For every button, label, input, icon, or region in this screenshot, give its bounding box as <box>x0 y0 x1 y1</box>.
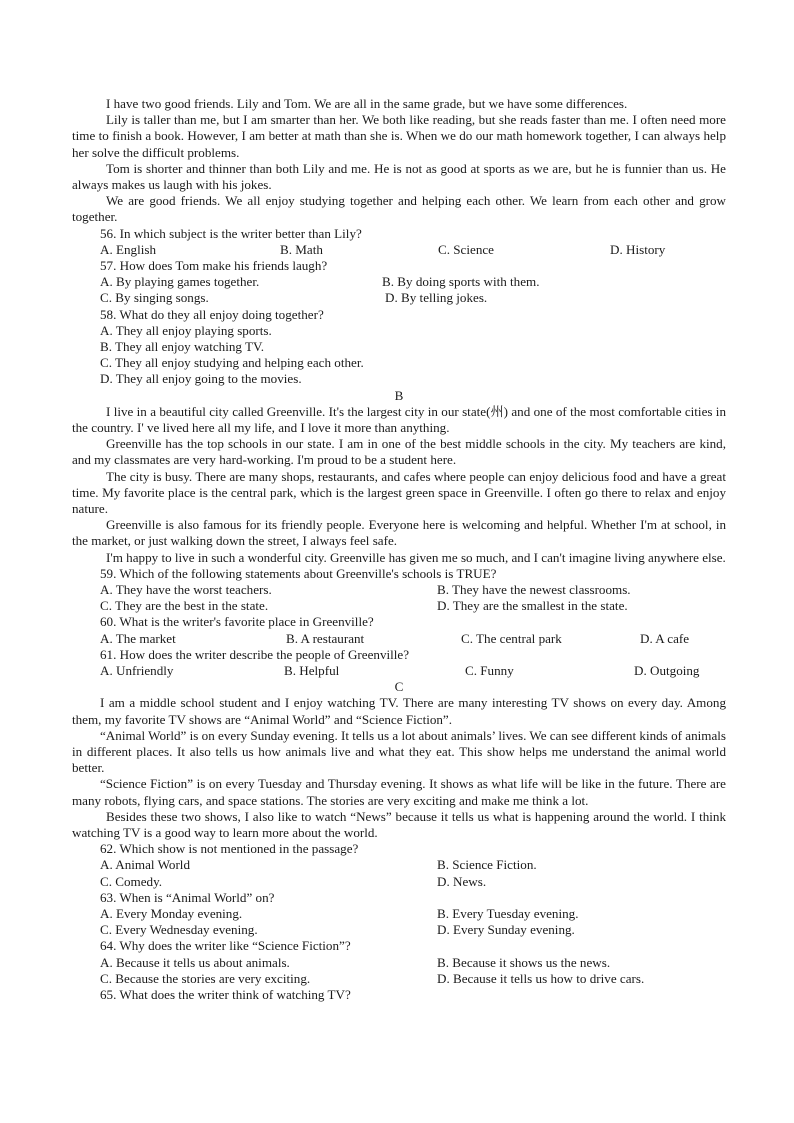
passage-a-paragraph: Tom is shorter and thinner than both Lily and me. He is not as good at sports as we are, but he is funnier than us. He always makes us laugh with his jokes. <box>72 160 726 193</box>
question-58: 58. What do they all enjoy doing together? <box>100 306 324 322</box>
option-a: A. They have the worst teachers. <box>100 582 272 598</box>
exam-page <box>72 96 726 1003</box>
question-56: 56. In which subject is the writer better than Lily? <box>100 225 362 241</box>
option-a: A. By playing games together. <box>100 274 260 290</box>
option-b: B. They have the newest classrooms. <box>437 582 631 598</box>
option-d: D. Outgoing <box>634 663 700 679</box>
question-59: 59. Which of the following statements about Greenville's schools is TRUE? <box>100 565 497 581</box>
option-d: D. By telling jokes. <box>385 290 488 306</box>
passage-b-paragraph: The city is busy. There are many shops, restaurants, and cafes where people can enjoy delicious food and have a great time. My favorite place is the central park, which is the largest green space in Greenville. I often go there to relax and enjoy nature. <box>72 468 726 517</box>
passage-b-paragraph: Greenville is also famous for its friendly people. Everyone here is welcoming and helpful. Whether I'm at school, in the market, or just walking down the street, I always feel safe. <box>72 517 726 549</box>
option-b: B. Every Tuesday evening. <box>437 906 579 922</box>
option-a: A. Because it tells us about animals. <box>100 954 290 970</box>
option-d: D. Every Sunday evening. <box>437 922 575 938</box>
options-64-ab <box>100 955 726 971</box>
option-c: C. Comedy. <box>100 873 163 889</box>
passage-c-paragraph: “Animal World” is on every Sunday evening. It tells us a lot about animals’ lives. We can see different kinds of animals in different places. It also tells us how animals live and what they eat. This show helps me understand the animal world better. <box>72 727 726 776</box>
passage-b-paragraph: I live in a beautiful city called Greenville. It's the largest city in our state(州) and one of the most comfortable cities in the country. I' ve lived here all my life, and I love it more than anything. <box>72 403 726 436</box>
option-b: B. Math <box>280 241 323 257</box>
option-a: A. Animal World <box>100 857 190 873</box>
option-d: D. History <box>610 241 666 257</box>
question-64: 64. Why does the writer like “Science Fiction”? <box>100 938 351 954</box>
option-c: C. The central park <box>461 630 562 646</box>
option-d: D. They are the smallest in the state. <box>437 598 628 614</box>
options-60 <box>100 631 726 647</box>
option-a: A. Every Monday evening. <box>100 906 243 922</box>
option-c: C. By singing songs. <box>100 290 209 306</box>
passage-a-paragraph: Lily is taller than me, but I am smarter than her. We both like reading, but she reads faster than me. I often need more time to finish a book. However, I am better at math than she is. When we do our math homework together, I can always help her solve the difficult problems. <box>72 112 726 160</box>
option-b: B. By doing sports with them. <box>382 274 540 290</box>
option-b: B. Science Fiction. <box>437 857 537 873</box>
options-61 <box>100 663 726 679</box>
question-62: 62. Which show is not mentioned in the passage? <box>100 841 359 857</box>
question-57: 57. How does Tom make his friends laugh? <box>100 258 328 274</box>
option-c: C. They are the best in the state. <box>100 598 269 614</box>
options-57 <box>100 274 726 290</box>
option-b: B. Because it shows us the news. <box>437 954 611 970</box>
section-b-label: B <box>394 387 404 403</box>
options-59-ab <box>100 582 726 598</box>
section-c-label: C <box>394 679 404 695</box>
options-56 <box>100 242 726 258</box>
option-c: C. They all enjoy studying and helping each other. <box>100 355 364 371</box>
passage-b-paragraph: Greenville has the top schools in our state. I am in one of the best middle schools in the city. My teachers are kind, and my classmates are very hard-working. I'm proud to be a student here. <box>72 436 726 468</box>
passage-c-paragraph: Besides these two shows, I also like to watch “News” because it tells us what is happening around the world. I think watching TV is a good way to learn more about the world. <box>72 808 726 841</box>
option-d: D. A cafe <box>640 630 690 646</box>
option-a: A. English <box>100 241 157 257</box>
options-63-ab <box>100 906 726 922</box>
options-59-cd <box>100 598 726 614</box>
passage-a-paragraph: I have two good friends. Lily and Tom. We are all in the same grade, but we have some differences. <box>106 96 628 111</box>
question-65: 65. What does the writer think of watching TV? <box>100 986 351 1002</box>
question-60: 60. What is the writer's favorite place in Greenville? <box>100 614 374 630</box>
option-c: C. Because the stories are very exciting. <box>100 970 311 986</box>
options-64-cd <box>100 971 726 987</box>
option-c: C. Every Wednesday evening. <box>100 922 258 938</box>
option-c: C. Funny <box>465 663 514 679</box>
options-63-cd <box>100 922 726 938</box>
option-d: D. Because it tells us how to drive cars. <box>437 970 645 986</box>
option-d: D. News. <box>437 873 487 889</box>
option-a: A. Unfriendly <box>100 663 174 679</box>
option-b: B. They all enjoy watching TV. <box>100 339 265 354</box>
passage-c-paragraph: I am a middle school student and I enjoy watching TV. There are many interesting TV shows on every day. Among them, my favorite TV shows are “Animal World” and “Science Fiction”. <box>72 695 726 727</box>
options-62-cd <box>100 874 726 890</box>
option-a: A. The market <box>100 630 176 646</box>
option-a: A. They all enjoy playing sports. <box>100 322 272 338</box>
option-d: D. They all enjoy going to the movies. <box>100 371 302 387</box>
passage-b-paragraph: I'm happy to live in such a wonderful city. Greenville has given me so much, and I can't imagine living anywhere else. <box>106 549 726 565</box>
options-57-cd <box>100 290 726 306</box>
question-63: 63. When is “Animal World” on? <box>100 889 275 905</box>
question-61: 61. How does the writer describe the people of Greenville? <box>100 646 410 662</box>
passage-a-paragraph: We are good friends. We all enjoy studying together and helping each other. We learn from each other and grow together. <box>72 193 726 225</box>
option-b: B. A restaurant <box>286 630 365 646</box>
option-c: C. Science <box>438 241 494 257</box>
option-b: B. Helpful <box>284 663 340 679</box>
passage-c-paragraph: “Science Fiction” is on every Tuesday and Thursday evening. It shows as what life will be like in the future. There are many robots, flying cars, and space stations. The stories are very exciting and make me think a lot. <box>72 776 726 808</box>
options-62-ab <box>100 857 726 873</box>
